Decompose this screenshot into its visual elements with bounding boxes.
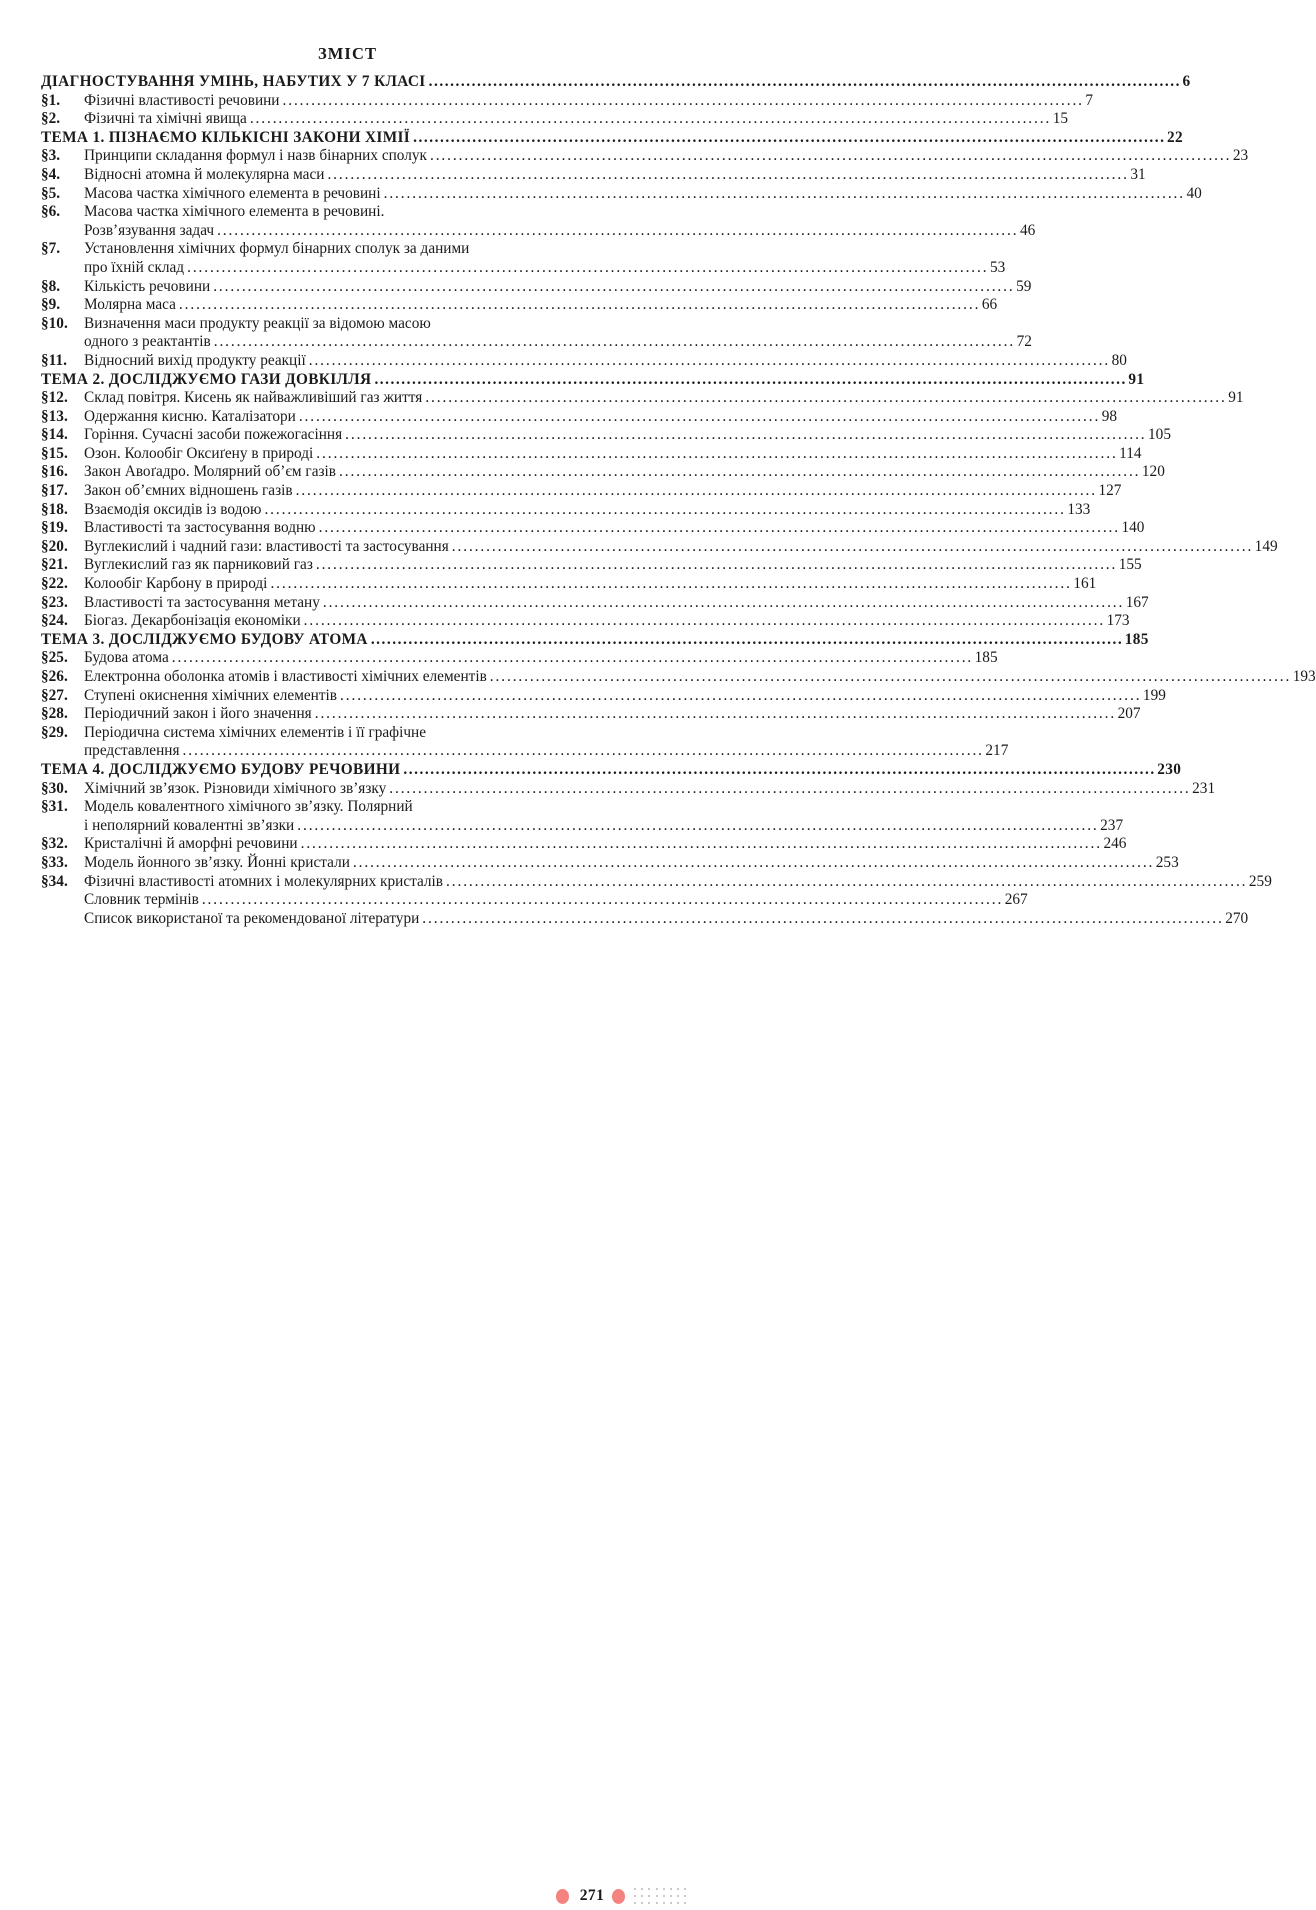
table-of-contents <box>41 73 1316 928</box>
toc-entry-row[interactable] <box>41 221 1036 241</box>
entry-title: Фізичні властивості атомних і молекулярних кристалів <box>84 872 444 890</box>
section-number: §26. <box>41 668 68 685</box>
entry-title: Взаємодія оксидів із водою <box>84 500 262 518</box>
toc-entry-row[interactable] <box>41 333 1032 352</box>
toc-entry-row[interactable] <box>41 872 1272 892</box>
toc-entry-row[interactable] <box>41 482 1122 501</box>
grid-dot <box>634 1888 636 1890</box>
grid-dot <box>677 1888 679 1890</box>
dot-leader <box>315 705 1116 724</box>
grid-dot <box>634 1902 636 1904</box>
entry-title: Одержання кисню. Каталізатори <box>84 407 296 425</box>
section-number: §10. <box>41 314 68 332</box>
toc-entry-row[interactable] <box>41 389 1244 408</box>
section-number: §24. <box>41 612 68 630</box>
dot-leader <box>213 278 1014 297</box>
page-number: 199 <box>1142 686 1166 704</box>
dot-leader <box>316 556 1117 575</box>
grid-dot <box>641 1902 643 1904</box>
grid-dot <box>641 1895 643 1897</box>
dot-leader <box>446 873 1247 892</box>
dot-leader <box>430 147 1231 166</box>
toc-heading-row[interactable] <box>41 128 1183 148</box>
page-number: 253 <box>1155 853 1179 871</box>
page-number: 173 <box>1106 612 1130 630</box>
dot-leader <box>403 761 1155 780</box>
page-number: 31 <box>1130 165 1146 183</box>
grid-dot <box>684 1902 686 1904</box>
dot-leader <box>187 259 988 278</box>
grid-dot <box>663 1895 665 1897</box>
toc-entry-row[interactable] <box>41 463 1165 482</box>
entry-title: Періодичний закон і його значення <box>84 705 312 723</box>
dot-leader <box>304 612 1105 631</box>
dot-leader <box>172 649 973 668</box>
page-number: 246 <box>1103 835 1127 853</box>
entry-title: ТЕМА 3. ДОСЛІДЖУЄМО БУДОВУ АТОМА <box>41 630 368 648</box>
page-title: ЗМІСТ <box>317 44 378 63</box>
page-number: 15 <box>1052 110 1068 128</box>
entry-title: Модель ковалентного хімічного зв’язку. Полярний <box>84 798 413 816</box>
dot-leader <box>371 631 1123 650</box>
section-number: §31. <box>41 798 68 816</box>
toc-entry-row[interactable] <box>41 147 1249 166</box>
page-number: 6 <box>1182 73 1191 90</box>
page-number: 22 <box>1166 128 1183 146</box>
toc-entry-row[interactable] <box>41 110 1068 129</box>
section-number: §20. <box>41 537 68 555</box>
toc-entry-row[interactable] <box>41 649 998 668</box>
section-number: §1. <box>41 91 61 109</box>
toc-entry-row[interactable] <box>41 537 1278 557</box>
dot-leader <box>384 185 1185 204</box>
toc-heading-row[interactable] <box>41 760 1182 780</box>
section-number: §2. <box>41 110 61 128</box>
dot-leader <box>339 463 1140 482</box>
toc-entry-row[interactable] <box>41 724 660 743</box>
entry-title: Вуглекислий газ як парниковий газ <box>84 556 313 574</box>
entry-title: Словник термінів <box>84 891 199 909</box>
dot-leader <box>374 371 1126 390</box>
toc-entry-row[interactable] <box>41 891 1028 910</box>
page-number: 72 <box>1016 333 1032 351</box>
section-number: §29. <box>41 723 68 741</box>
section-number: §7. <box>41 240 61 258</box>
grid-dot <box>663 1902 665 1904</box>
page-number: 259 <box>1248 872 1272 890</box>
page-number: 185 <box>974 649 998 667</box>
toc-entry-row[interactable] <box>41 593 1149 613</box>
toc-entry-row[interactable] <box>41 165 1146 185</box>
dot-leader <box>452 538 1253 557</box>
entry-title: Принципи складання формул і назв бінарних сполук <box>84 147 427 165</box>
entry-title: Список використаної та рекомендованої літератури <box>84 909 420 927</box>
dot-leader <box>323 594 1124 613</box>
entry-title: Масова частка хімічного елемента в речовині. <box>84 203 385 221</box>
section-number: §27. <box>41 686 68 704</box>
entry-title: Біогаз. Декарбонізація економіки <box>84 612 301 630</box>
section-number: §34. <box>41 872 68 890</box>
entry-title: Властивості та застосування метану <box>84 593 320 611</box>
dot-leader <box>297 817 1098 836</box>
dot-leader <box>202 891 1003 910</box>
entry-title: Озон. Колообіг Оксиґену в природі <box>84 444 314 462</box>
dot-leader <box>296 482 1097 501</box>
page-number: 53 <box>989 258 1006 276</box>
page-number: 114 <box>1119 444 1142 462</box>
dot-leader <box>183 742 984 761</box>
section-number: §9. <box>41 296 61 314</box>
page-number: 105 <box>1148 426 1171 444</box>
dot-leader <box>214 333 1015 352</box>
page-number: 185 <box>1124 630 1149 648</box>
section-number: §30. <box>41 779 68 797</box>
page-number: 155 <box>1118 556 1142 574</box>
toc-entry-row[interactable] <box>41 742 1009 761</box>
toc-entry-row[interactable] <box>41 612 1130 631</box>
grid-dot <box>634 1895 636 1897</box>
grid-dot <box>656 1895 658 1897</box>
entry-title: ТЕМА 4. ДОСЛІДЖУЄМО БУДОВУ РЕЧОВИНИ <box>41 760 401 778</box>
decorative-circle-left <box>556 1889 569 1904</box>
page-number: 7 <box>1085 91 1094 109</box>
dot-leader <box>327 166 1128 185</box>
dot-leader <box>301 835 1102 854</box>
entry-title: Ступені окиснення хімічних елементів <box>84 686 338 704</box>
toc-entry-row[interactable] <box>41 909 1249 929</box>
toc-heading-row[interactable] <box>41 370 1145 390</box>
section-number: §19. <box>41 519 68 537</box>
entry-title: Фізичні та хімічні явища <box>84 110 247 128</box>
toc-entry-row[interactable] <box>41 779 1216 799</box>
dot-leader <box>264 501 1065 520</box>
page-number: 91 <box>1228 389 1244 407</box>
section-number: §3. <box>41 147 61 165</box>
dot-leader <box>283 92 1084 111</box>
page-number: 161 <box>1073 575 1097 593</box>
entry-title: Електронна оболонка атомів і властивості хімічних елементів <box>84 668 487 685</box>
toc-entry-row[interactable] <box>41 240 660 259</box>
page-number: 207 <box>1117 705 1141 723</box>
section-number: §11. <box>41 351 67 369</box>
dot-leader <box>413 129 1165 148</box>
section-number: §8. <box>41 277 61 295</box>
entry-title: Визначення маси продукту реакції за відомою масою <box>84 314 431 332</box>
toc-heading-row[interactable] <box>41 630 1149 650</box>
entry-title: Горіння. Сучасні засоби пожежогасіння <box>84 426 343 444</box>
section-number: §16. <box>41 463 68 481</box>
entry-title: Закон Авоґадро. Молярний об’єм газів <box>84 463 337 481</box>
entry-title: Хімічний зв’язок. Різновиди хімічного зв’язку <box>84 779 387 797</box>
toc-entry-row[interactable] <box>41 556 1142 575</box>
toc-entry-row[interactable] <box>41 91 1094 111</box>
page-number: 193 <box>1292 668 1316 685</box>
entry-title: Відносні атомна й молекулярна маси <box>84 165 325 183</box>
grid-dot <box>677 1902 679 1904</box>
dot-leader <box>340 687 1141 706</box>
entry-title: Молярна маса <box>84 296 176 314</box>
toc-entry-row[interactable] <box>41 296 998 315</box>
toc-entry-row[interactable] <box>41 705 1141 724</box>
dot-leader <box>389 780 1190 799</box>
entry-title: Кристалічні й аморфні речовини <box>84 835 298 853</box>
entry-title: про їхній склад <box>84 258 185 276</box>
toc-entry-row[interactable] <box>41 407 1117 427</box>
grid-dot <box>677 1895 679 1897</box>
dot-leader <box>429 73 1181 92</box>
grid-dot <box>648 1888 650 1890</box>
entry-title: Склад повітря. Кисень як найважливіший газ життя <box>84 389 423 407</box>
section-number: §17. <box>41 482 68 500</box>
folio-number: 271 <box>579 1887 605 1904</box>
entry-title: Модель йонного зв’язку. Йонні кристали <box>84 853 350 871</box>
section-number: §6. <box>41 203 61 221</box>
toc-entry-row[interactable] <box>41 184 1202 204</box>
page-number: 46 <box>1019 221 1036 239</box>
dot-leader <box>299 408 1100 427</box>
section-number: §5. <box>41 184 61 202</box>
section-number: §32. <box>41 835 68 853</box>
entry-title: Вуглекислий і чадний гази: властивості та застосування <box>84 537 449 555</box>
toc-entry-row[interactable] <box>41 203 660 222</box>
entry-title: Закон об’ємних відношень газів <box>84 482 293 500</box>
section-number: §23. <box>41 593 68 611</box>
page-number: 23 <box>1232 147 1249 165</box>
dot-leader <box>319 519 1120 538</box>
section-number: §13. <box>41 407 68 425</box>
dot-leader <box>425 389 1226 408</box>
dot-leader <box>217 222 1018 241</box>
section-number: §15. <box>41 444 68 462</box>
grid-dot <box>670 1902 672 1904</box>
page-number: 270 <box>1225 909 1249 927</box>
page-number: 91 <box>1128 370 1145 388</box>
entry-title: і неполярний ковалентні зв’язки <box>84 816 295 834</box>
toc-entry-row[interactable] <box>41 668 1316 687</box>
page-number: 59 <box>1016 277 1032 295</box>
decorative-circle-right <box>612 1889 625 1904</box>
dot-leader <box>309 352 1110 371</box>
toc-entry-row[interactable] <box>41 444 1142 464</box>
decorative-dot-grid <box>634 1888 692 1910</box>
section-number: §25. <box>41 649 68 667</box>
toc-entry-row[interactable] <box>41 816 1124 836</box>
page-number: 140 <box>1121 519 1145 537</box>
page-number: 231 <box>1192 779 1216 797</box>
toc-entry-row[interactable] <box>41 686 1166 706</box>
section-number: §14. <box>41 426 68 444</box>
page-number: 66 <box>981 296 998 314</box>
page-number: 267 <box>1004 891 1028 909</box>
entry-title: Будова атома <box>84 649 169 667</box>
grid-dot <box>670 1895 672 1897</box>
toc-entry-row[interactable] <box>41 351 1127 371</box>
page-number: 40 <box>1186 184 1202 202</box>
entry-title: ТЕМА 2. ДОСЛІДЖУЄМО ГАЗИ ДОВКІЛЛЯ <box>41 370 372 388</box>
grid-dot <box>684 1888 686 1890</box>
toc-entry-row[interactable] <box>41 519 1145 538</box>
section-number: §22. <box>41 575 68 593</box>
grid-dot <box>641 1888 643 1890</box>
entry-title: Відносний вихід продукту реакції <box>84 351 306 369</box>
page-number: 98 <box>1101 407 1117 425</box>
section-number: §18. <box>41 500 68 518</box>
toc-entry-row[interactable] <box>41 500 1091 520</box>
dot-leader <box>250 110 1051 129</box>
page-number: 230 <box>1157 760 1182 778</box>
page-number: 237 <box>1100 816 1124 834</box>
section-number: §28. <box>41 705 68 723</box>
entry-title: Розв’язування задач <box>84 221 215 239</box>
toc-entry-row[interactable] <box>41 277 1032 297</box>
grid-dot <box>663 1888 665 1890</box>
dot-leader <box>422 910 1223 929</box>
entry-title: ТЕМА 1. ПІЗНАЄМО КІЛЬКІСНІ ЗАКОНИ ХІМІЇ <box>41 128 411 146</box>
dot-leader <box>316 445 1117 464</box>
page-number: 167 <box>1125 593 1149 611</box>
toc-entry-row[interactable] <box>41 575 1097 594</box>
toc-entry-row[interactable] <box>41 798 660 817</box>
entry-title: представлення <box>84 742 180 760</box>
grid-dot <box>684 1895 686 1897</box>
entry-title: Властивості та застосування водню <box>84 519 316 537</box>
toc-entry-row[interactable] <box>41 426 1171 445</box>
grid-dot <box>648 1895 650 1897</box>
dot-leader <box>270 575 1071 594</box>
dot-leader <box>179 296 980 315</box>
page-number: 127 <box>1098 482 1122 500</box>
entry-title: Масова частка хімічного елемента в речовині <box>84 184 381 202</box>
entry-title: одного з реактантів <box>84 333 211 351</box>
entry-title: Колообіг Карбону в природі <box>84 575 268 593</box>
page-number: 120 <box>1141 463 1165 481</box>
page-number: 217 <box>985 742 1009 760</box>
page-number: 80 <box>1111 351 1127 369</box>
toc-heading-row[interactable] <box>41 73 1191 92</box>
page-footer <box>0 940 695 1904</box>
entry-title: Фізичні властивості речовини <box>84 91 280 109</box>
entry-title: ДІАГНОСТУВАННЯ УМІНЬ, НАБУТИХ У 7 КЛАСІ <box>41 73 426 90</box>
grid-dot <box>656 1888 658 1890</box>
grid-dot <box>656 1902 658 1904</box>
toc-entry-row[interactable] <box>41 853 1179 873</box>
entry-title: Установлення хімічних формул бінарних сполук за даними <box>84 240 470 258</box>
dot-leader <box>490 668 1291 687</box>
toc-entry-row[interactable] <box>41 258 1006 278</box>
grid-dot <box>648 1902 650 1904</box>
section-number: §12. <box>41 389 68 407</box>
grid-dot <box>670 1888 672 1890</box>
dot-leader <box>345 426 1146 445</box>
toc-entry-row[interactable] <box>41 315 660 334</box>
toc-entry-row[interactable] <box>41 835 1127 854</box>
section-number: §4. <box>41 165 61 183</box>
section-number: §33. <box>41 853 68 871</box>
dot-leader <box>353 854 1154 873</box>
section-number: §21. <box>41 556 68 574</box>
entry-title: Періодична система хімічних елементів і її графічне <box>84 723 426 741</box>
page-number: 133 <box>1067 500 1091 518</box>
entry-title: Кількість речовини <box>84 277 211 295</box>
page-number: 149 <box>1254 537 1278 555</box>
